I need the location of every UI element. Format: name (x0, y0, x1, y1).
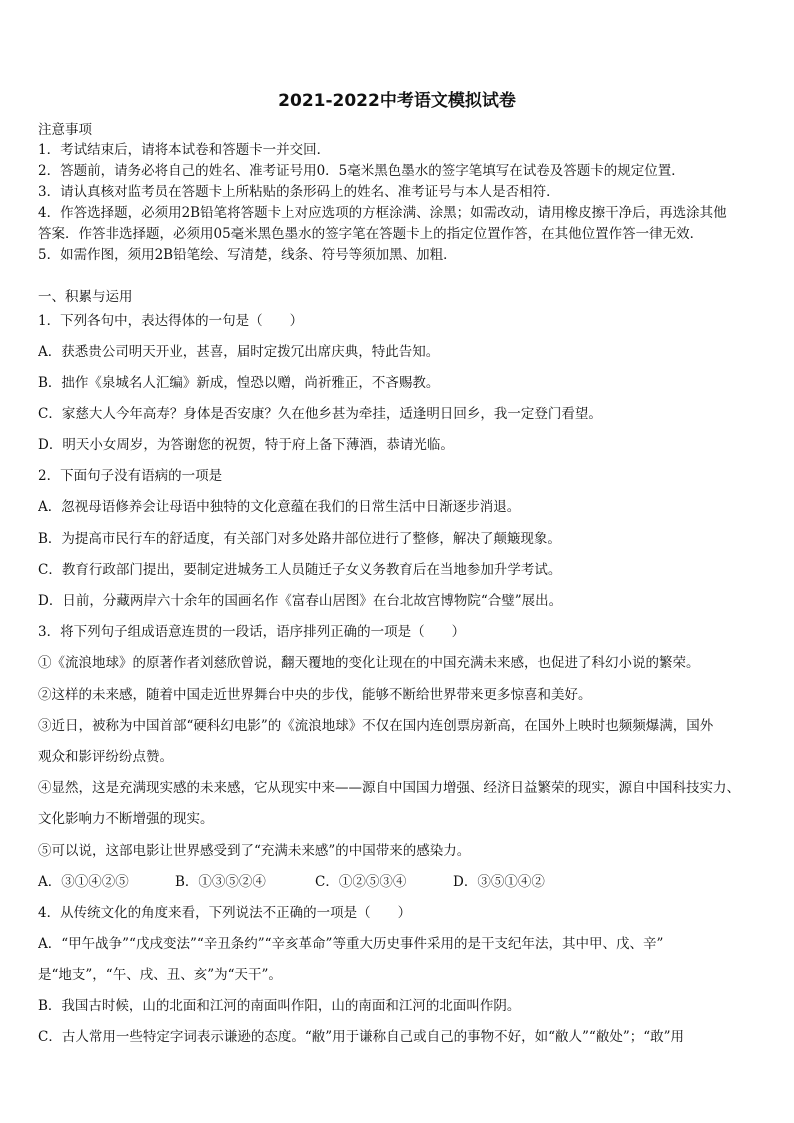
notice-line: 1．考试结束后，请将本试卷和答题卡一并交回． (38, 142, 331, 158)
question-4-option: B．我国古时候，山的北面和江河的南面叫作阳，山的南面和江河的北面叫作阴。 (38, 998, 521, 1014)
question-4-option: 是“地支”，“午、戌、丑、亥”为“天干”。 (38, 967, 282, 983)
question-3-sentence: ②这样的未来感，随着中国走近世界舞台中央的步伐，能够不断给世界带来更多惊喜和美好。 (38, 687, 592, 703)
exam-title: 2021-2022中考语文模拟试卷 (278, 91, 516, 111)
question-2-option: D．日前，分藏两岸六十余年的国画名作《富春山居图》在台北故宫博物院“合璧”展出。 (38, 593, 563, 609)
question-3-option-c: C．①②⑤③④ (315, 874, 407, 890)
notice-line: 5．如需作图，须用2B铅笔绘、写清楚，线条、符号等须加黑、加粗． (38, 247, 457, 263)
question-1-option: D．明天小女周岁，为答谢您的祝贺，特于府上备下薄酒，恭请光临。 (38, 437, 454, 453)
notice-heading: 注意事项 (38, 122, 92, 138)
section-heading: 一、积累与运用 (38, 289, 133, 305)
question-1-stem: 1．下列各句中，表达得体的一句是（ ） (38, 313, 304, 329)
question-4-option: C．古人常用一些特定字词表示谦逊的态度。“敝”用于谦称自己或自己的事物不好，如“敝人”“敝处”；“敢”用 (38, 1029, 685, 1045)
question-4-stem: 4．从传统文化的角度来看，下列说法不正确的一项是（ ） (38, 905, 412, 921)
question-4-option: A．“甲午战争”“戊戌变法”“辛丑条约”“辛亥革命”等重大历史事件采用的是干支纪年法，其中甲、戊、辛” (38, 936, 664, 952)
question-2-option: C．教育行政部门提出，要制定进城务工人员随迁子女义务教育后在当地参加升学考试。 (38, 562, 562, 578)
question-3-option-d: D．③⑤①④② (453, 874, 545, 890)
question-2-stem: 2．下面句子没有语病的一项是 (38, 468, 223, 484)
question-1-option: B．拙作《泉城名人汇编》新成，惶恐以赠，尚祈雅正，不吝赐教。 (38, 375, 440, 391)
question-2-option: A．忽视母语修养会让母语中独特的文化意蕴在我们的日常生活中日渐逐步消退。 (38, 499, 521, 515)
question-1-option: A．获悉贵公司明天开业，甚喜，届时定拨冗出席庆典，特此告知。 (38, 344, 440, 360)
question-3-option-b: B．①③⑤②④ (175, 874, 266, 890)
question-3-sentence: ③近日，被称为中国首部“硬科幻电影”的《流浪地球》不仅在国内连创票房新高，在国外上映时也频频爆满，国外 (38, 718, 714, 734)
question-3-sentence: 文化影响力不断增强的现实。 (38, 811, 214, 827)
question-1-option: C．家慈大人今年高寿？身体是否安康？久在他乡甚为牵挂，适逢明日回乡，我一定登门看望。 (38, 406, 602, 422)
notice-line: 2．答题前，请务必将自己的姓名、准考证号用0．5毫米黑色墨水的签字笔填写在试卷及答题卡的规定位置． (38, 163, 685, 179)
notice-line: 4．作答选择题，必须用2B铅笔将答题卡上对应选项的方框涂满、涂黑；如需改动，请用橡皮擦干净后，再选涂其他 (38, 205, 727, 221)
question-3-option-a: A．③①④②⑤ (38, 874, 129, 890)
question-3-sentence: 观众和影评纷纷点赞。 (38, 749, 173, 765)
question-3-stem: 3．将下列句子组成语意连贯的一段话，语序排列正确的一项是（ ） (38, 624, 466, 640)
question-2-option: B．为提高市民行车的舒适度，有关部门对多处路井部位进行了整修，解决了颠簸现象。 (38, 531, 561, 547)
question-3-sentence: ④显然，这是充满现实感的未来感，它从现实中来——源自中国国力增强、经济日益繁荣的现实，源自中国科技实力、 (38, 780, 740, 796)
notice-line: 答案．作答非选择题，必须用05毫米黑色墨水的签字笔在答题卡上的指定位置作答，在其他位置作答一律无效． (38, 226, 704, 242)
notice-line: 3．请认真核对监考员在答题卡上所粘贴的条形码上的姓名、准考证号与本人是否相符． (38, 184, 560, 200)
question-3-sentence: ①《流浪地球》的原著作者刘慈欣曾说，翻天覆地的变化让现在的中国充满未来感，也促进了科幻小说的繁荣。 (38, 655, 700, 671)
question-3-sentence: ⑤可以说，这部电影让世界感受到了“充满未来感”的中国带来的感染力。 (38, 843, 471, 859)
